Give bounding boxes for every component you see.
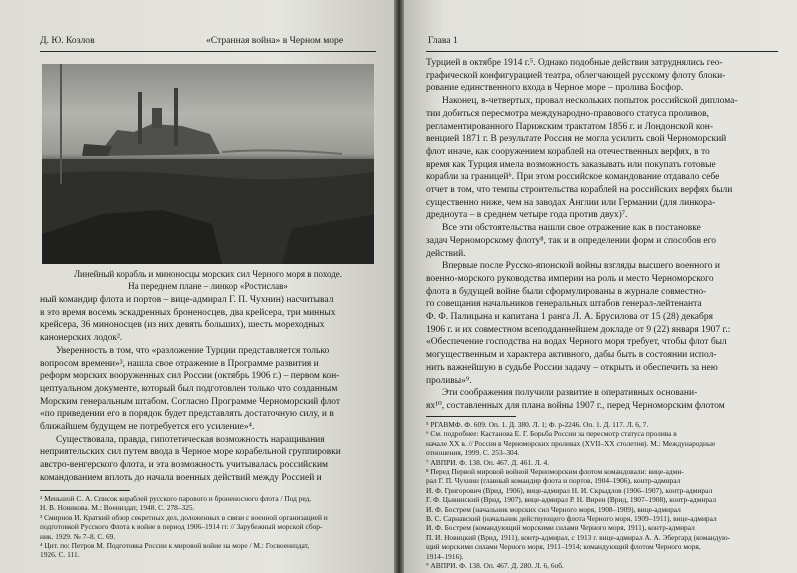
footnote-line: рал Г. П. Чухнин (главный командир флота и портов, 1904–1906), контр-адмирал: [426, 476, 681, 486]
footnote-line: начале XX в. // Россия в Черноморских проливах (XVII–XX столетия). М.: Международные: [426, 438, 716, 448]
text-line: го совещания начальников генеральных штабов генерал-лейтенанта: [426, 299, 702, 310]
book-gutter: [394, 0, 404, 573]
text-line: существенно ниже, чем на заводах Англии или Германии (для линкора-: [426, 197, 716, 208]
text-line: венцией 1871 г. В результате Россия не могла усилить свой Черноморский: [426, 134, 727, 145]
running-head-title: «Странная война» в Черном море: [206, 35, 344, 46]
text-line: флота в будущей войне были сформулированы в журнале совместно-: [426, 286, 707, 297]
text-line: отчет в том, что темпы строительства кораблей на российских верфях были: [426, 185, 733, 196]
footnote-line: ⁹ АВПРИ. Ф. 138. Оп. 467. Д. 280. Л. 6, 6об.: [426, 561, 564, 571]
text-line: время как Турция имела возможность заказывать или покупать готовые: [426, 159, 716, 170]
text-line: Турцией в октябре 1914 г.⁵. Однако подобные действия затруднялись гео-: [426, 58, 723, 68]
footnote-line: ⁶ См. подробнее: Кастанова Е. Г. Борьба России за пересмотр статуса пролива в: [426, 429, 677, 439]
text-line: Впервые после Русско-японской войны взгляды высшего военного и: [442, 261, 720, 272]
text-line: задач Черноморскому флоту⁸, так и в определении форм и способов его: [426, 235, 717, 246]
footnote-line: отношения, 1999. С. 253–304.: [426, 448, 520, 458]
text-line: в это время восемь эскадренных броненосцев, два крейсера, три минных: [40, 307, 336, 318]
running-head-chapter: Глава 1: [428, 35, 458, 46]
photo-caption-line: На переднем плане – линкор «Ростислав»: [128, 281, 288, 291]
torpedo-boat: [82, 144, 112, 156]
text-line: Существовала, правда, гипотетическая возможность наращивания: [56, 434, 325, 445]
footnote-line: ⁷ АВПРИ. Ф. 138. Оп. 467. Д. 461. Л. 4.: [426, 457, 550, 467]
bow-wave: [222, 150, 342, 154]
battleship-mast-fore: [138, 92, 142, 144]
footnote-line: подготовкой Русского Флота к войне в период 1906–1914 гг. // Зарубежный морской сбор-: [40, 522, 323, 532]
text-line: «по приведении его в порядок будет представлять достаточную силу, и в: [40, 409, 334, 420]
text-line: ях¹⁰, составленных для плана войны 1907 г., перед Черноморским флотом: [426, 400, 725, 411]
footnote-line: ² Меньшой С. А. Список кораблей русского парового и броненосного флота / Под ред.: [40, 494, 312, 503]
rigging-line-left: [60, 64, 62, 184]
text-line: дредноута – в среднем четыре года против двух)⁷.: [426, 210, 628, 221]
right-footnotes: [426, 420, 778, 571]
text-line: военно-морского руководства империи на роль и место Черноморского: [426, 273, 714, 284]
text-line: Морским генеральным штабом. Согласно Программе Черноморский флот: [40, 396, 341, 407]
running-head-author: Д. Ю. Козлов: [40, 35, 95, 46]
left-footnotes: [40, 494, 376, 560]
text-line: ный командир флота и портов – вице-адмирал Г. П. Чухнин) насчитывал: [40, 295, 334, 305]
text-line: Уверенность в том, что «разложение Турции представляется только: [56, 345, 330, 356]
text-line: командованием вплоть до начала военных действий между Россией и: [40, 472, 322, 483]
text-line: вопросом времени»³, нашла свое отражение в Программе развития и: [40, 358, 319, 369]
footnote-line: Н. В. Новикова. М.: Воениздат, 1948. С. 278–325.: [40, 503, 195, 513]
footnote-line: ⁵ РГАВМФ. Ф. 609. Оп. 1. Д. 380. Л. 1; Ф. р-2246. Оп. 1. Д. 117. Л. 6, 7.: [426, 420, 649, 429]
footnote-rule: [40, 490, 130, 491]
right-page: [404, 0, 797, 573]
footnote-line: И. Ф. Бострем (командующий морскими силами Черного моря, 1911), контр-адмирал: [426, 523, 695, 533]
footnote-line: ⁸ Перед Первой мировой войной Черноморским флотом командовали: вице-адми-: [426, 467, 684, 477]
left-page: [0, 0, 394, 573]
text-line: реформ морских вооруженных сил России (октябрь 1906 г.) – первом кон-: [40, 371, 340, 382]
text-line: могущественным и характера активного, дабы быть в состоянии испол-: [426, 350, 717, 361]
text-line: корабли за границей⁶. При этом российское командование отдавало себе: [426, 172, 720, 183]
text-line: крейсера, 36 миноносцев (из них девять больших), шесть мореходных: [40, 320, 325, 331]
text-line: тии добиться пересмотра международно-правового статуса проливов,: [426, 108, 709, 119]
footnote-line: ник. 1929. № 7–8. С. 69.: [40, 531, 116, 541]
text-line: канонерских лодок².: [40, 333, 123, 344]
text-line: неприятельских сил путем ввода в Черное море корабельной группировки: [40, 447, 341, 458]
footnote-line: 1914–1916).: [426, 551, 464, 561]
footnote-line: Г. Ф. Цывинский (Врид, 1907), вице-адмирал Р. Н. Вирен (Врид, 1907–1908), контр-адмирал: [426, 495, 717, 505]
left-body-text: [40, 294, 376, 485]
text-line: ближайшем будущем не потребуется его усиление»⁴.: [40, 422, 255, 433]
text-line: цептуальном документе, который был подготовлен только что созданным: [40, 383, 338, 394]
text-line: Все эти обстоятельства нашли свое отражение как в постановке: [442, 223, 701, 234]
battleship-mast-main: [174, 88, 178, 146]
text-line: регламентированного Парижским трактатом 1856 г. и Лондонской кон-: [426, 121, 714, 132]
text-line: графической конфигурацией театра, облегчающей русскому флоту блоки-: [426, 70, 726, 81]
battleship-photo: [42, 64, 374, 264]
text-line: проливы»⁹.: [426, 375, 472, 386]
footnote-line: И. Ф. Григорович (Врид, 1906), вице-адмирал Н. И. Скрыдлов (1906–1907), контр-адмирал: [426, 485, 713, 495]
battleship-funnel: [152, 108, 162, 128]
photo-caption-line: Линейный корабль и миноносцы морских сил Черного моря в походе.: [73, 269, 343, 279]
text-line: рование единственного входа в Черное море – пролива Босфор.: [426, 83, 684, 94]
text-line: Ф. Ф. Палицына и капитана 1 ранга Л. А. Брусилова от 15 (28) декабря: [426, 312, 713, 323]
text-line: действий.: [426, 248, 466, 259]
battleship-hull: [102, 124, 220, 156]
footnote-line: ⁴ Цит. по: Петров М. Подготовка России к мировой войне на море / М.: Госвоениздат,: [40, 541, 310, 551]
text-line: «Обеспечение господства на водах Черного моря требует, чтобы флот был: [426, 337, 727, 348]
text-line: Эти соображения получили развитие в оперативных основани-: [442, 388, 698, 399]
battleship-photo-drawing: [42, 64, 374, 264]
footnote-line: 1926. С. 111.: [40, 550, 80, 560]
footnote-line: И. Ф. Бострем (начальник морских сил Черного моря, 1908–1909), вице-адмирал: [426, 504, 681, 514]
photo-caption: [42, 268, 374, 292]
text-line: 1906 г. и их совместном всеподданнейшем докладе от 9 (22) января 1907 г.:: [426, 324, 731, 335]
text-line: флот иначе, как сооружением кораблей на отечественных верфях, в то: [426, 146, 710, 157]
footnote-line: ³ Смирнов И. Краткий обзор секретных дел, доложенных в связи с военной организацией и: [40, 512, 328, 522]
text-line: нить важнейшую в судьбе России задачу – открыть и обеспечить за нею: [426, 362, 718, 373]
footnote-line: щий морскими силами Черного моря, 1911–1914; командующий флотом Черного моря,: [426, 542, 701, 552]
footnote-line: В. С. Сарнавский (начальник действующего флота Черного моря, 1909–1911), вице-адмирал: [426, 514, 717, 524]
footnote-line: П. И. Новицкий (Врид, 1911), контр-адмирал, с 1913 г. вице-адмирал А. А. Эбергард (командую-: [426, 532, 731, 542]
text-line: австро-венгерского флота, и эта возможность учитывалась российским: [40, 460, 329, 471]
header-rule: [426, 51, 778, 52]
text-line: Наконец, в-четвертых, провал нескольких попыток российской диплома-: [442, 96, 738, 107]
footnote-rule: [426, 416, 516, 417]
header-rule: [40, 51, 376, 52]
right-body-text: [426, 57, 778, 413]
